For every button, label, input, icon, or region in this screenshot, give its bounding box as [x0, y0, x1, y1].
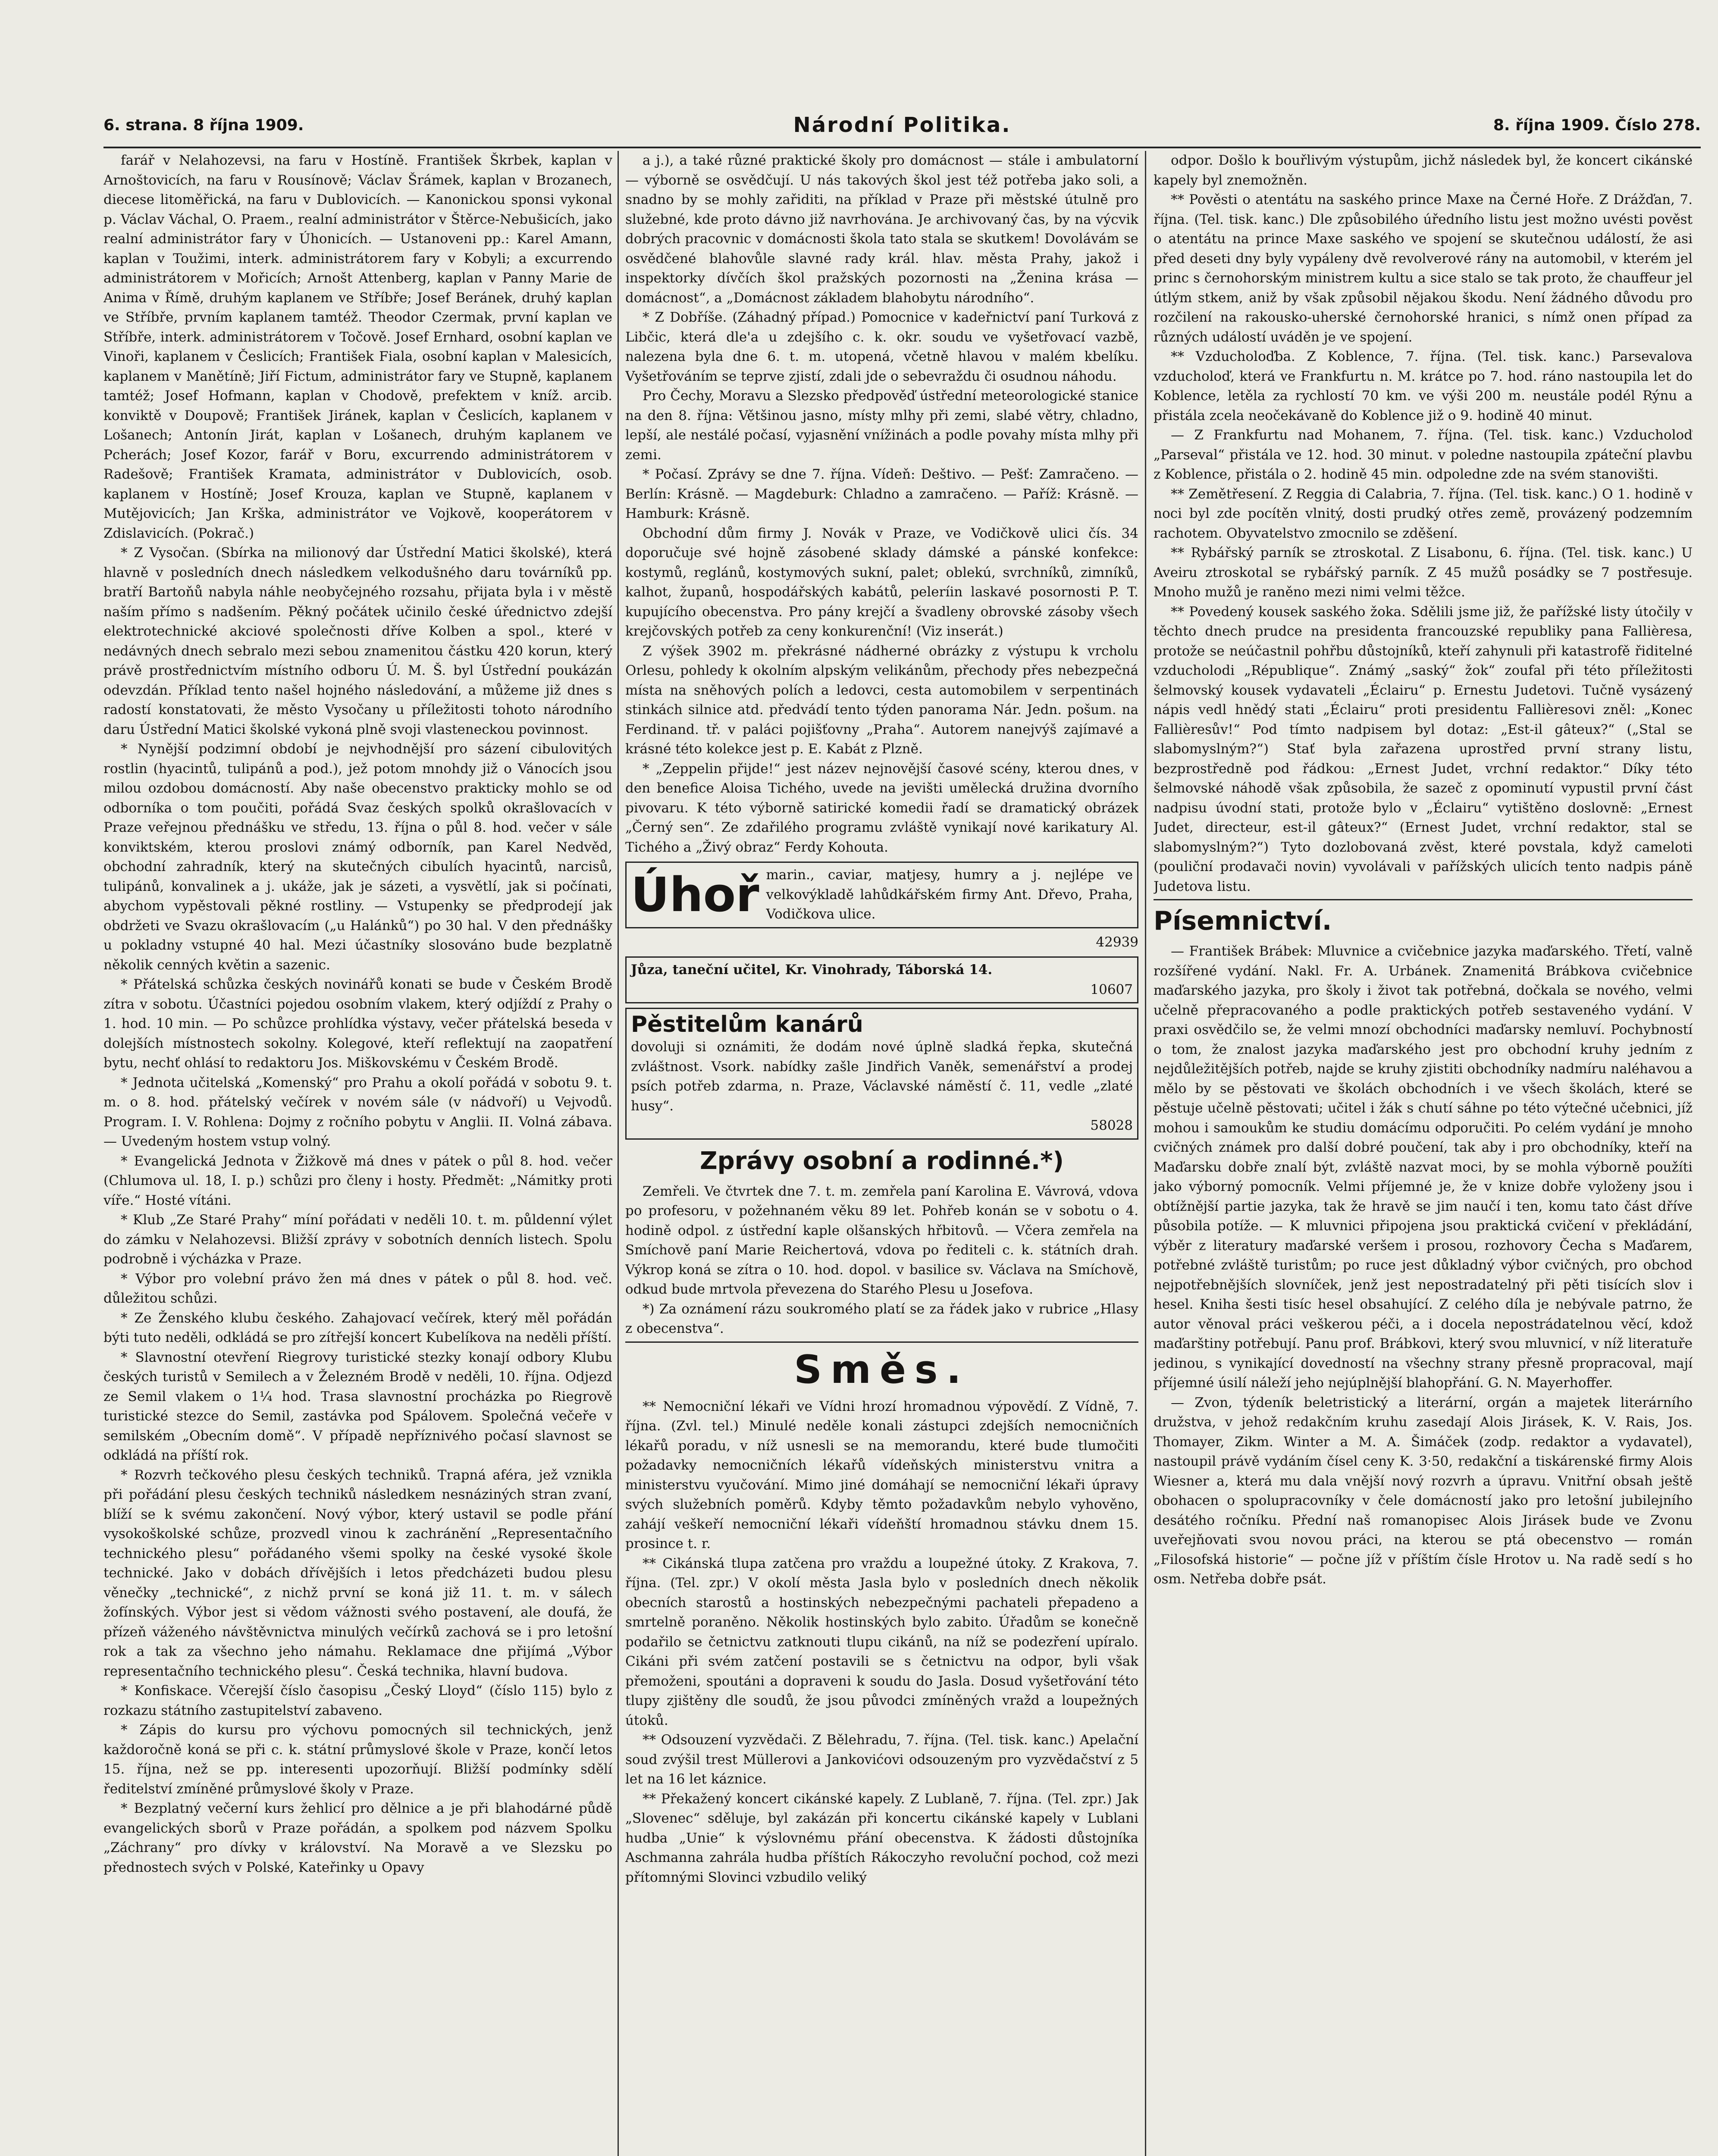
paragraph: Obchodní dům firmy J. Novák v Praze, ve Vodičkově ulici čís. 34 doporučuje své hojně zásobené sklady dámské a pánské konfekce: kostymů, reglánů, kostymových sukní, palet; oblekú, svrchníků, zimníků, kalhot, županů, hospodářských kabátů, peleríin laskavé posornosti P. T. kupujícího obecenstva. Pro pány krejčí a švadleny obrovské zásoby všech krejčovských potřeb za ceny konkurenční! (Viz inserát.): [625, 525, 1138, 639]
paragraph: ** Zemětřesení. Z Reggia di Calabria, 7. října. (Tel. tisk. kanc.) O 1. hodině v noci byl zde pocítěn vlnitý, dosti prudký otřes země, provázený podzemním rachotem. Obyvatelstvo zmocnilo se zděšení.: [1154, 486, 1693, 541]
ad-number: 10607: [1090, 981, 1133, 997]
paragraph: odpor. Došlo k bouřlivým výstupům, jichž následek byl, že koncert cikánské kapely byl znemožněn.: [1154, 153, 1693, 188]
paragraph: — Zvon, týdeník beletristický a literární, orgán a majetek literárního družstva, v jehož redakčním kruhu zasedají Alois Jirásek, K. V. Rais, Jos. Thomayer, Zikm. Winter a M. A. Šimáček (zodp. redaktor a vydavatel), nastoupil právě vydáním čísel ceny K. 3·50, redakční a tiskárenské firmy Alois Wiesner a, která mu dala vnější nový rozvrh a úpravu. Vnitřní obsah ještě obohacen o spolupracovníky v čele domácností jako pro letošní jubilejního desátého ročníku. Přední naš romanopisec Alois Jirásek bude ve Zvonu uveřejňovati svou novou práci, na kterou se ptá obecenstvo — román „Filosofská historie“ — počne jíž v příštím čísle Hrotov u. Na radě sedí s ho osm. Netřeba dobře psát.: [1154, 1395, 1693, 1587]
masthead: [103, 108, 1701, 148]
paragraph: * Bezplatný večerní kurs žehlicí pro dělnice a je při blahodárné půdě evangelických sborů v Praze pořádán, a spolkem pod názvem Spolku „Záchrany“ pro dívky v království. Na Moravě a ve Slezsku po přednostech svých v Polské, Kateřinky u Opavy: [103, 1801, 612, 1875]
paragraph: * Počasí. Zprávy se dne 7. října. Vídeň: Deštivo. — Pešť: Zamračeno. — Berlín: Krásně. — Magdeburk: Chladno a zamračeno. — Paříž: Krásně. — Hamburk: Krásně.: [625, 467, 1138, 521]
column-rule: [1145, 151, 1146, 2156]
ad-number: 42939: [1096, 934, 1138, 950]
advertisement-uhor: [625, 862, 1138, 928]
paragraph: Z výšek 3902 m. překrásné nádherné obrázky z výstupu k vrcholu Orlesu, pohledy k okolním alpským velikánům, přechody přes nebezpečná místa na sněhových polích a ledovci, cesta automobilem v serpentinách stinkách silnice atd. předvádí tento týden panorama Nár. Jedn. pošum. na Ferdinand. tř. v paláci pojišťovny „Praha“. Autorem nanejvýš zajímavé a krásné této kolekce jest p. E. Kabát z Plzně.: [625, 643, 1138, 757]
paragraph: * Nynější podzimní období je nejvhodnější pro sázení cibulovitých rostlin (hyacintů, tulipánů a pod.), jež potom mnohdy již o Vánocích jsou milou ozdobou domácností. Aby naše obecenstvo prakticky mohlo se od odborníka o tom poučiti, pořádá Svaz českých spolků okrašlovacích v Praze veřejnou přednášku ve středu, 13. října o půl 8. hod. večer v sále konviktském, kterou proslovi známý odborník, pan Karel Nedvěd, obchodní zahradník, který na skutečných cibulích hyacintů, narcisů, tulipánů, konvalinek a j. ukáže, jak je sázeti, a vysvětlí, jak si počínati, abychom vypěstovali pěkné rostliny. — Vstupenky se předprodejí jak obdržeti ve Svazu okrašlovacím („u Halánků“) po 30 hal. V den přednášky u pokladny vstupné 40 hal. Mezi účastníky slosováno bude bezplatně několik cenných květin a sazenic.: [103, 741, 612, 973]
ad-text: Jůza, taneční učitel, Kr. Vinohrady, Táborská 14.: [631, 962, 993, 978]
paragraph: ** Nemocniční lékaři ve Vídni hrozí hromadnou výpovědí. Z Vídně, 7. října. (Zvl. tel.) Minulé neděle konali zástupci zdejších nemocničních lékařů poradu, v níž usnesli se na memorandu, které bude tlumočiti požadavky nemocničních lékařů vídeňských ministerstvu vnitra a ministerstvu vyučování. Mimo jiné domáhají se nemocniční lékaři úpravy svých služebních poměrů. Kdyby těmto požadavkům nebylo vyhověno, zahájí veškeří nemocniční lékaři vídeňští hromadnou stávku dnem 15. prosince t. r.: [625, 1398, 1138, 1551]
paragraph: — František Brábek: Mluvnice a cvičebnice jazyka maďarského. Třetí, valně rozšířené vydání. Nakl. Fr. A. Urbánek. Znamenitá Brábkova cvičebnice maďarského jazyka, pro školy i život tak potřebná, dočkala se nového, velmi učelně přepracovaného a podle praktických potřeb sestaveného vydání. V praxi osvědčilo se, že velmi mnozí obchodníci maďarsky nemluví. Pochybností o tom, že znalost jazyka maďarského jest pro obchodní kruhy jedním z nejdůležitějších potřeb, najde se kruhy zjistiti obchodníky nadmíru naléhavou a mělo by se pěstovati ve školách obchodních i ve všech školách, které se pěstuje učelně pěstovati; učitel i žák s chutí sáhne po této výtečné učebnici, jíž mohou i samoukům ke studiu domácímu odporučiti. Po celém vydání je mnoho cvičných známek pro další dobré poučení, tak aby i pro obchodníky, kteří na Maďarsku dobře znalí být, zvláště nazvat moci, by se mohla výborně použíti jako výborný pomocník. Velmi příjemné je, že v knize dobře vyloženy jsou i obtížnější partie jazyka, tak že hravě se jim naučí i ten, komu tato část dříve působila potíže. — K mluvnici připojena jsou praktická cvičení v překládání, výběr z literatury maďarské veršem i prosou, rozhovory Čecha s Maďarem, potřebné zvláště turistům; po ruce jest důkladný výbor cvičných, pro obchod nejpotřebnějších slovníček, jenž jest nepostradatelný při pěti tisících slov i hesel. Kniha šesti tisíc hesel obsahující. Z celého díla je nebývale patrno, že autor věnoval práci veškerou péči, a i docela nepostrádatelnou věcí, kdož maďarštiny potřebují. Panu prof. Brábkovi, který svou mluvnicí, v níž literatuře jedinou, s vynikající dovedností na všechny strany přesně propracoval, mají příjemné úsilí náleží jeho nejúplnější blahopřání. G. N. Mayerhoffer.: [1154, 943, 1693, 1391]
paragraph: * Z Vysočan. (Sbírka na milionový dar Ústřední Matici školské), která hlavně v posledních dnech následkem velkodušného daru továrníků pp. bratří Bartoňů nabyla náhle neobyčejného rozsahu, přijata byla i v městě naším přímo s nadšením. Pěkný počátek učinilo české úřednictvo zdejší elektrotechnické akciové společnosti dříve Kolben a spol., které v nedávných dnech sebralo mezi sebou znamenitou částku 420 korun, který právě prostřednictvím místního odboru Ú. M. Š. byl Ústřední poukázán odevzdán. Příklad tento našel hojného následování, a můžeme již dnes s radostí konstatovati, že město Vysočany u příležitosti tohoto národního daru Ústřední Matici školské vykoná plně svoji vlasteneckou povinnost.: [103, 545, 612, 737]
paragraph: ** Vzducholoďba. Z Koblence, 7. října. (Tel. tisk. kanc.) Parsevalova vzducholoď, která ve Frankfurtu n. M. krátce po 7. hod. ráno nastoupila let do Koblence, letěla za rychlostí 70 km. ve výši 200 m. neustále podél Rýnu a přistála zcela neočekávaně do Koblence již o 9. hodině 40 minut.: [1154, 349, 1693, 423]
paragraph: * Zápis do kursu pro výchovu pomocných sil technických, jenž každoročně koná se při c. k. státní průmyslové škole v Praze, končí letos 15. října, než se pp. interesenti upozorňují. Bližší podmínky sdělí ředitelství zmíněné průmyslové školy v Praze.: [103, 1722, 612, 1797]
ad-headline: Úhoř: [631, 867, 759, 923]
footnote: *) Za oznámení rázu soukromého platí se za řádek jako v rubrice „Hlasy z obecenstva“.: [625, 1301, 1138, 1336]
column-1: [103, 151, 612, 2156]
section-heading: Písemnictví.: [1154, 906, 1332, 936]
paragraph: ** Pověsti o atentátu na saského prince Maxe na Černé Hoře. Z Drážďan, 7. října. (Tel. tisk. kanc.) Dle způsobilého úředního listu jest možno uvésti pověst o atentátu na prince Maxe saského ve spojení se skutečnou událostí, že asi před deseti dny byly vypáleny dvě revolverové rány na automobil, v kterém jel princ s černohorským ministrem kultu a sice stalo se tak proto, že chauffeur jel útlým stkem, aniž by však způsobil nějakou škodu. Není žádného důvodu pro rozčilení na rakousko-uherské černohorské hranici, s nímž onen případ za různých událostí uváděn je ve spojení.: [1154, 192, 1693, 345]
ad-text: dovoluji si oznámiti, že dodám nové úplně sladká řepka, skutečná zvláštnost. Vsork. nabídky zašle Jindřich Vaněk, semenářství a prodej psích potřeb zdarma, n. Praze, Václavské náměstí č. 11, vedle „zlaté husy“.: [631, 1039, 1133, 1114]
paragraph: * Evangelická Jednota v Žižkově má dnes v pátek o půl 8. hod. večer (Chlumova ul. 18, I. p.) schůzi pro členy i hosty. Předmět: „Námitky proti víře.“ Hosté vítáni.: [103, 1153, 612, 1208]
divider: [625, 1341, 1138, 1343]
paragraph: * Konfiskace. Včerejší číslo časopisu „Český Lloyd“ (číslo 115) bylo z rozkazu státního zastupitelství zabaveno.: [103, 1683, 612, 1718]
paragraph: * Přátelská schůzka českých novinářů konati se bude v Českém Brodě zítra v sobotu. Účastníci pojedou osobním vlakem, který odjíždí z Prahy o 1. hod. 10 min. — Po schůzce prohlídka výstavy, večer přátelská beseda v dolejších místnostech sokolny. Kolegové, kteří reflektují na zaopatření bytu, nechť ohlásí to redaktoru Jos. Miškovskému v Českém Brodě.: [103, 977, 612, 1071]
paragraph: * Klub „Ze Staré Prahy“ míní pořádati v neděli 10. t. m. půldenní výlet do zámku v Nelahozevsi. Bližší zprávy v sobotních denních listech. Spolu podrobně i výcházka v Praze.: [103, 1212, 612, 1267]
paragraph: * Jednota učitelská „Komenský“ pro Prahu a okolí pořádá v sobotu 9. t. m. o 8. hod. přátelský večírek v novém sále (v nádvoří) u Vejvodů. Program. I. V. Rohlena: Dojmy z ročního pobytu v Anglii. II. Volná zábava. — Uvedeným hostem vstup volný.: [103, 1075, 612, 1149]
column-rule: [618, 151, 619, 2156]
paragraph: ** Povedený kousek saského žoka. Sdělili jsme již, že pařížské listy útočily v těchto dnech prudce na presidenta francouzské republiky pana Fallièresa, protože se neúčastnil pohřbu důstojníků, kteří zahynuli při katastrofě řiditelné vzducholodi „République“. Známý „saský“ žok“ zoufal při této příležitosti šelmovský kousek vydavateli „Éclairu“ p. Ernestu Judetovi. Tučně vysázený nápis vedl hnědý stati „Éclairu“ proti presidentu Fallièresovi zněl: „Konec Fallièresův!“ Pod tímto nadpisem byl dotaz: „Est-il gâteux?“ („Stal se slabomyslným?“) Stať byla zařazena uprostřed první strany listu, bezprostředně pod řádkou: „Ernest Judet, vrchní redaktor.“ Díky této šelmovské náhodě však způsobila, že sazeč z opominutí vypustil první část nadpisu úvodní stati, protože bylo v „Éclairu“ vytištěno doslovně: „Ernest Judet, directeur, est-il gâteux?“ (Ernest Judet, vrchní redaktor, stal se slabomyslným?“) Tyto dozlobovaná zvěst, které povstala, když cameloti (pouliční prodavači novin) vyvolávali v pařížských ulicích tento nadpis páně Judetova listu.: [1154, 604, 1693, 894]
paragraph: — Z Frankfurtu nad Mohanem, 7. října. (Tel. tisk. kanc.) Vzducholoď „Parseval“ přistála ve 12. hod. 30 minut. v poledne nastoupila zpáteční plavbu z Koblence, přistála o 2. hodině 45 min. odpoledne zde na svém stanovišti.: [1154, 427, 1693, 482]
paragraph: * Výbor pro volební právo žen má dnes v pátek o půl 8. hod. več. důležitou schůzi.: [103, 1271, 612, 1306]
advertisement-dance-teacher: [625, 956, 1138, 1003]
paragraph: * Z Dobříše. (Záhadný případ.) Pomocnice v kadeřnictví paní Turková z Libčic, která dle'a u zdejšího c. k. okr. soudu ve vyšetřovací vazbě, nalezena byla dne 6. t. m. utopená, včetně hlavou v malém kbelíku. Vyšetřováním se teprve zjistí, zdali jde o sebevraždu či osudnou náhodu.: [625, 310, 1138, 384]
page-date-left: 6. strana. 8 října 1909.: [103, 116, 304, 134]
section-heading: Směs.: [794, 1347, 970, 1392]
paragraph: Zemřeli. Ve čtvrtek dne 7. t. m. zemřela paní Karolina E. Vávrová, vdova po profesoru, v požehnaném věku 89 let. Pohřeb konán se v sobotu o 4. hodině odpol. z ústřední kaple olšanských hřbitovů. — Včera zemřela na Smíchově paní Marie Reichertová, vdova po řediteli c. k. státních drah. Výkrop koná se zítra o 10. hod. dopol. v basilice sv. Václava na Smíchově, odkud bude mrtvola převezena do Starého Plesu u Josefova.: [625, 1183, 1138, 1297]
paragraph: ** Překažený koncert cikánské kapely. Z Lublaně, 7. října. (Tel. zpr.) Jak „Slovenec“ sděluje, byl zakázán při koncertu cikánské kapely v Lublani hudba „Unie“ k výslovnému přání obecenstva. K žádosti důstojníka Aschmanna zahrála hudba příštích Rákoczyho revoluční pochod, což mezi přítomnými Slovinci vzbudilo veliký: [625, 1791, 1138, 1885]
newspaper-title: Národní Politika.: [793, 113, 1011, 137]
paragraph: ** Odsouzení vyzvědači. Z Bělehradu, 7. října. (Tel. tisk. kanc.) Apelační soud zvýšil trest Müllerovi a Jankovićovi odsouzeným pro vyzvědačství z 5 let na 16 let káznice.: [625, 1732, 1138, 1787]
column-2: [625, 151, 1138, 2156]
ad-headline: Pěstitelům kanárů: [631, 1012, 863, 1037]
paragraph: * Rozvrh tečkového plesu českých techniků. Trapná aféra, jež vznikla při pořádání plesu českých techniků následkem nesnáziných stran zvaní, blíží se k svému zakončení. Nový výbor, který ustavil se podle přání vysokoškolské schůze, prozvedl vinou k zachránění „Representačního technického plesu“ pořádaného všemi spolky na české vysoké škole technické. Jako v dobách dřívějších i letos předcházeti budou plesu věnečky „technické“, z nichž první se koná již 11. t. m. v sálech žofínských. Výbor jest si vědom vážnosti svého postavení, ale doufá, že přízeň váženého návštěvnictva minulých večírků zachová se i pro letošní rok a tak za všechno jeho námahu. Reklamace dne přijímá „Výbor representačního technického plesu“. Česká technika, hlavní budova.: [103, 1467, 612, 1679]
paragraph: a j.), a také různé praktické školy pro domácnost — stále i ambulatorní — výborně se osvědčují. U nás takových škol jest též potřeba jako soli, a snadno by se mohly zařiditi, na příklad v Praze při městské útulně pro služebné, kde proto dávno již navrhována. Je archivovaný čas, by na výcvik dobrých pracovnic v domácnosti škola tato stala se skutkem! Dovolávám se osvědčené blahovůle slavné rady král. hlav. města Prahy, jakož i inspektorky dívčích škol pražských pozornosti na „Ženina krása — domácnost“, a „Domácnost základem blahobytu národního“.: [625, 153, 1138, 306]
paragraph: farář v Nelahozevsi, na faru v Hostíně. František Škrbek, kaplan v Arnoštovicích, na faru v Rousínově; Václav Šrámek, kaplan v Brozanech, diecese litoměřická, na faru v Dublovicích. — Kanonickou sponsi vykonal p. Václav Váchal, O. Praem., realní administrátor v Štěrce-Nebušicích, jako realní administrátor fary v Úhonicích. — Ustanoveni pp.: Karel Amann, kaplan v Toužimi, interk. administrátorem fary v Kobyli; a excurrendo administrátorem v Mořicích; Arnošt Attenberg, kaplan v Panny Marie de Anima v Římě, druhým kaplanem ve Stříbře; Josef Beránek, druhý kaplan ve Stříbře, prvním kaplanem tamtéž. Theodor Czermak, první kaplan ve Stříbře, interk. administrátorem v Točově. Josef Ernhard, osobní kaplan ve Vinoři, kaplanem v Česlicích; František Fiala, osobní kaplan v Malesicích, kaplanem v Manětíně; Jiří Fictum, administrátor fary ve Stupně, kaplanem tamtéž; Josef Hofmann, kaplan v Chodově, prefektem v kníž. arcib. konviktě v Doupově; František Jiránek, kaplan v Česlicích, kaplanem v Lošanech; Antonín Jirát, kaplan v Lošanech, druhým kaplanem ve Pcherách; Josef Kozor, farář v Boru, excurrendo administrátorem v Radešově; František Kramata, administrátor v Dublovicích, osob. kaplanem v Hostíně; Josef Krouza, kaplan ve Stupně, kaplanem v Mutějovicích; Jan Krška, administrátor ve Vojkově, kooperátorem v Zdislavicích. (Pokrač.): [103, 153, 612, 541]
page-date-right: 8. října 1909. Číslo 278.: [1493, 116, 1701, 134]
ad-number: 58028: [1090, 1118, 1133, 1133]
section-heading: Zprávy osobní a rodinné.*): [699, 1147, 1064, 1175]
column-3: [1154, 151, 1693, 2156]
paragraph: * Slavnostní otevření Riegrovy turistické stezky konají odbory Klubu českých turistů v Semilech a v Železném Brodě v neděli, 10. října. Odjezd ze Semil vlakem o 1¼ hod. Trasa slavnostní procházka po Riegrově turistické stezce do Semil, zastávka pod Spálovem. Společná večeře v semilském „Obecním domě“. V případě nepříznivého počasí slavnost se odkládá na příští rok.: [103, 1349, 612, 1463]
ad-text: marin., caviar, matjesy, humry a j. nejlépe ve velkovýkladě lahůdkářském firmy Ant. Dřevo, Praha, Vodičkova ulice.: [766, 867, 1133, 922]
paragraph: * „Zeppelin přijde!“ jest název nejnovější časové scény, kterou dnes, v den benefice Aloisa Tichého, uvede na jevišti umělecká družina dvorního pivovaru. K této výborně satirické komedii řadí se dramatický obrázek „Černý sen“. Ze zdařilého programu zvláště vynikají nové karikatury Al. Tichého a „Živý obraz“ Ferdy Kohouta.: [625, 761, 1138, 855]
paragraph: Pro Čechy, Moravu a Slezsko předpověď ústřední meteorologické stanice na den 8. října: Většinou jasno, místy mlhy při zemi, slabé větry, chladno, lepší, ale nestálé počasí, vyjasnění vnížinách a podle povahy místa mlhy při zemi.: [625, 388, 1138, 463]
paragraph: ** Cikánská tlupa zatčena pro vraždu a loupežné útoky. Z Krakova, 7. října. (Tel. zpr.) V okolí města Jasla bylo v posledních dnech několik obecních starostů a hostinských nebezpečnými pachateli přepadeno a smrtelně poraněno. Několik hostinských bylo zabito. Úřadům se konečně podařilo se četnictvu zatknouti tlupu cikánů, na níž se podezření upíralo. Cikáni při svém zatčení postavili se s četnictvu na odpor, byli však přemoženi, spoutáni a dopraveni k soudu do Jasla. Dosud vyšetřování této tlupy zjištěny dle soudů, že jsou původci zmíněných vražd a loupežných útoků.: [625, 1555, 1138, 1728]
paragraph: * Ze Ženského klubu českého. Zahajovací večírek, který měl pořádán býti tuto neděli, odkládá se pro zítřejší koncert Kubelíkova na neděli příští.: [103, 1310, 612, 1345]
divider: [1154, 899, 1693, 900]
advertisement-canaries: [625, 1008, 1138, 1140]
paragraph: ** Rybářský parník se ztroskotal. Z Lisabonu, 6. října. (Tel. tisk. kanc.) U Aveiru ztroskotal se rybářský parník. Z 45 mužů posádky se 7 postřesuje. Mnoho mužů je raněno mezi nimi velmi těžce.: [1154, 545, 1693, 600]
